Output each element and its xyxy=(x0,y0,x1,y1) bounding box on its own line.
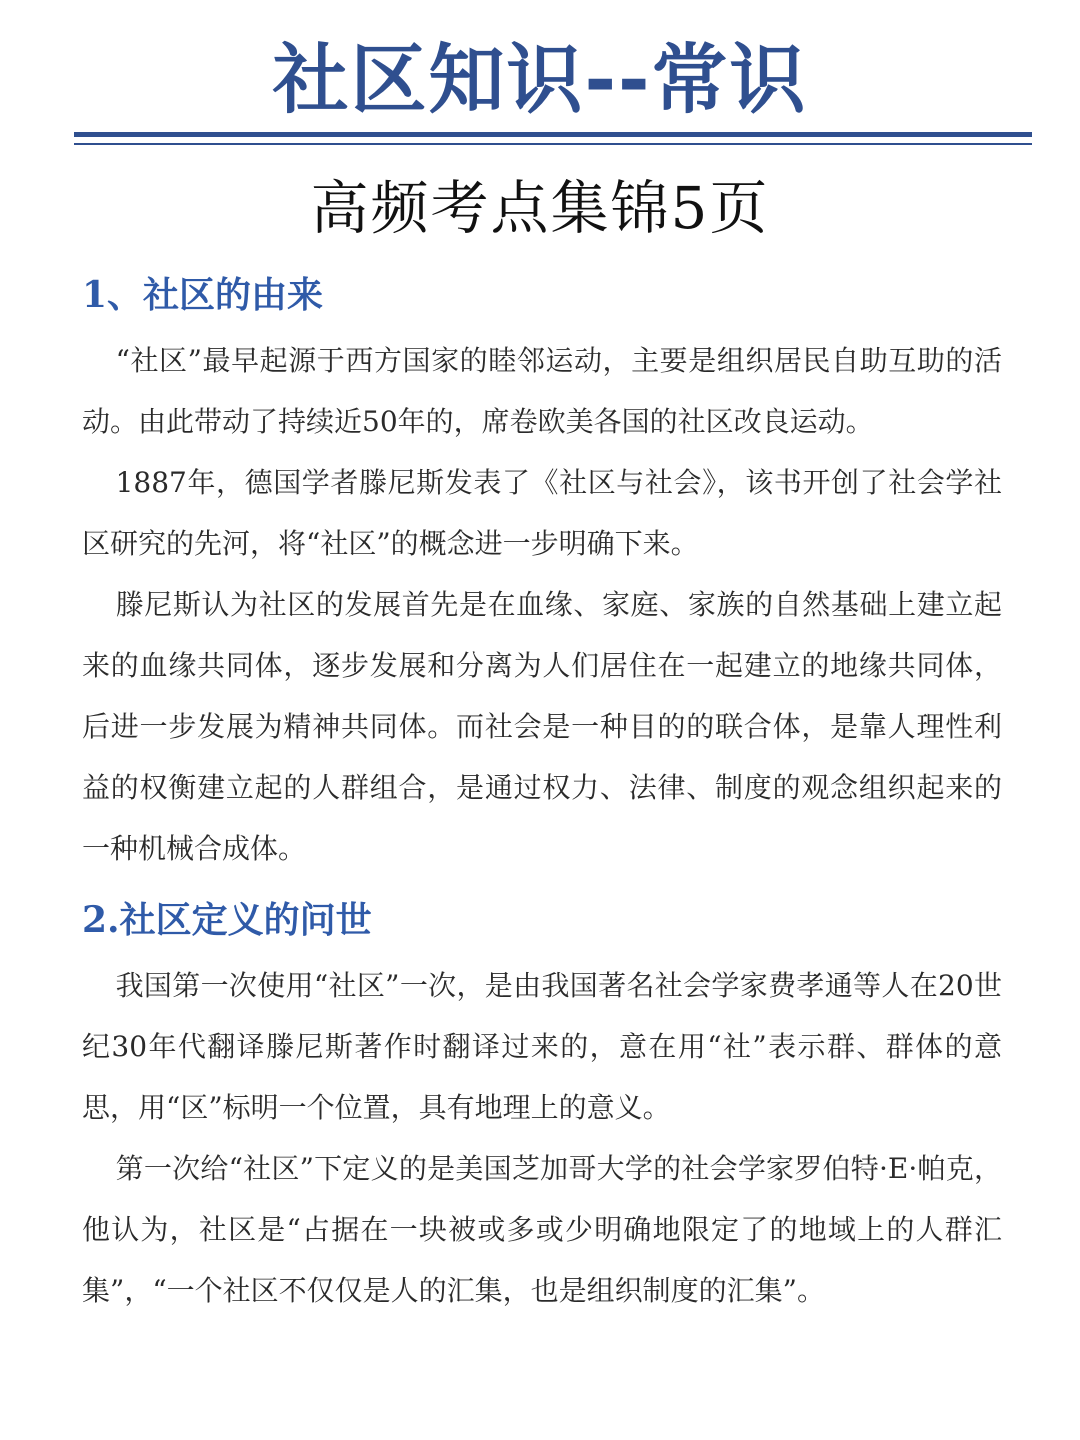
section-definition xyxy=(82,891,1002,1321)
title-divider-thin xyxy=(74,143,1032,145)
title-divider-thick xyxy=(74,132,1032,137)
section-heading: 1、社区的由来 xyxy=(82,274,324,316)
paragraph: 1887年，德国学者滕尼斯发表了《社区与社会》，该书开创了社会学社区研究的先河，将“社区”的概念进一步明确下来。 xyxy=(82,466,1002,560)
paragraph: 第一次给“社区”下定义的是美国芝加哥大学的社会学家罗伯特·E·帕克，他认为，社区是“占据在一块被或多或少明确地限定了的地域上的人群汇集”，“一个社区不仅仅是人的汇集，也是组织制度的汇集”。 xyxy=(82,1152,1002,1307)
paragraph: “社区”最早起源于西方国家的睦邻运动，主要是组织居民自助互助的活动。由此带动了持续近50年的，席卷欧美各国的社区改良运动。 xyxy=(82,344,1002,438)
page-subtitle: 高频考点集锦5页 xyxy=(310,174,770,242)
paragraph: 滕尼斯认为社区的发展首先是在血缘、家庭、家族的自然基础上建立起来的血缘共同体，逐步发展和分离为人们居住在一起建立的地缘共同体，后进一步发展为精神共同体。而社会是一种目的的联合体，是靠人理性利益的权衡建立起的人群组合，是通过权力、法律、制度的观念组织起来的一种机械合成体。 xyxy=(82,588,1002,865)
page-title: 社区知识--常识 xyxy=(272,35,808,124)
section-origin xyxy=(82,266,1002,879)
article-content xyxy=(82,266,1002,1321)
paragraph: 我国第一次使用“社区”一次，是由我国著名社会学家费孝通等人在20世纪30年代翻译滕尼斯著作时翻译过来的，意在用“社”表示群、群体的意思，用“区”标明一个位置，具有地理上的意义。 xyxy=(82,969,1002,1124)
section-heading: 2.社区定义的问世 xyxy=(82,899,372,941)
